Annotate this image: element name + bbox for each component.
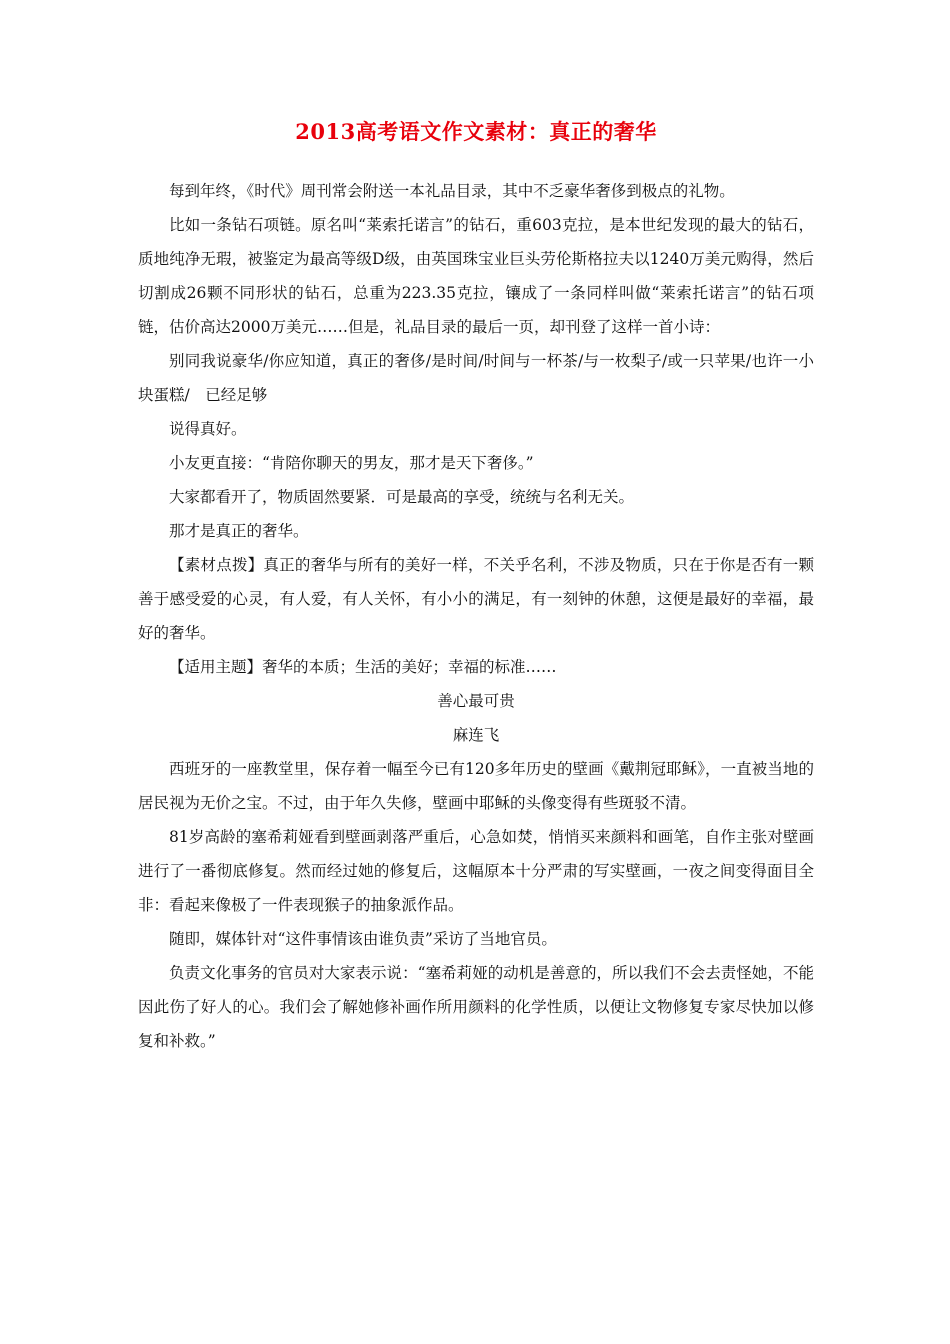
paragraph-material-note: 【素材点拨】真正的奢华与所有的美好一样，不关乎名利，不涉及物质，只在于你是否有一颗善于感受爱的心灵，有人爱，有人关怀，有小小的满足，有一刻钟的休憩，这便是最好的幸福，最好的奢华。 xyxy=(138,556,814,642)
paragraph-3-poem: 别同我说豪华/你应知道，真正的奢侈/是时间/时间与一杯茶/与一枚梨子/或一只苹果/也许一小块蛋糕/ 已经足够 xyxy=(138,352,814,404)
paragraph-1: 每到年终，《时代》周刊常会附送一本礼品目录，其中不乏豪华奢侈到极点的礼物。 xyxy=(169,182,735,200)
section2-author: 麻连飞 xyxy=(452,726,500,744)
document-page xyxy=(138,112,814,1058)
paragraph-7: 那才是真正的奢华。 xyxy=(169,522,309,540)
section2-paragraph-3: 随即，媒体针对“这件事情该由谁负责”采访了当地官员。 xyxy=(169,930,557,948)
paragraph-2: 比如一条钻石项链。原名叫“莱索托诺言”的钻石，重603克拉，是本世纪发现的最大的钻石，质地纯净无瑕，被鉴定为最高等级D级，由英国珠宝业巨头劳伦斯格拉夫以1240万美元购得，然后切割成26颗不同形状的钻石，总重为223.35克拉，镶成了一条同样叫做“莱索托诺言”的钻石项链，估价高达2000万美元……但是，礼品目录的最后一页，却刊登了这样一首小诗： xyxy=(138,216,814,336)
document-title: 2013高考语文作文素材：真正的奢华 xyxy=(295,119,657,144)
paragraph-4: 说得真好。 xyxy=(169,420,247,438)
paragraph-5: 小友更直接：“肯陪你聊天的男友，那才是天下奢侈。” xyxy=(169,454,534,472)
paragraph-applicable-themes: 【适用主题】奢华的本质；生活的美好；幸福的标准…… xyxy=(169,658,557,676)
section2-paragraph-2: 81岁高龄的塞希莉娅看到壁画剥落严重后，心急如焚，悄悄买来颜料和画笔，自作主张对壁画进行了一番彻底修复。然而经过她的修复后，这幅原本十分严肃的写实壁画，一夜之间变得面目全非：看起来像极了一件表现猴子的抽象派作品。 xyxy=(138,828,814,914)
paragraph-6: 大家都看开了，物质固然要紧．可是最高的享受，统统与名利无关。 xyxy=(169,488,635,506)
section2-paragraph-1: 西班牙的一座教堂里，保存着一幅至今已有120多年历史的壁画《戴荆冠耶稣》，一直被当地的居民视为无价之宝。不过，由于年久失修，壁画中耶稣的头像变得有些斑驳不清。 xyxy=(138,760,814,812)
section2-paragraph-4: 负责文化事务的官员对大家表示说：“塞希莉娅的动机是善意的，所以我们不会去责怪她，不能因此伤了好人的心。我们会了解她修补画作所用颜料的化学性质，以便让文物修复专家尽快加以修复和补救。” xyxy=(138,964,814,1050)
section2-title: 善心最可贵 xyxy=(437,692,515,710)
